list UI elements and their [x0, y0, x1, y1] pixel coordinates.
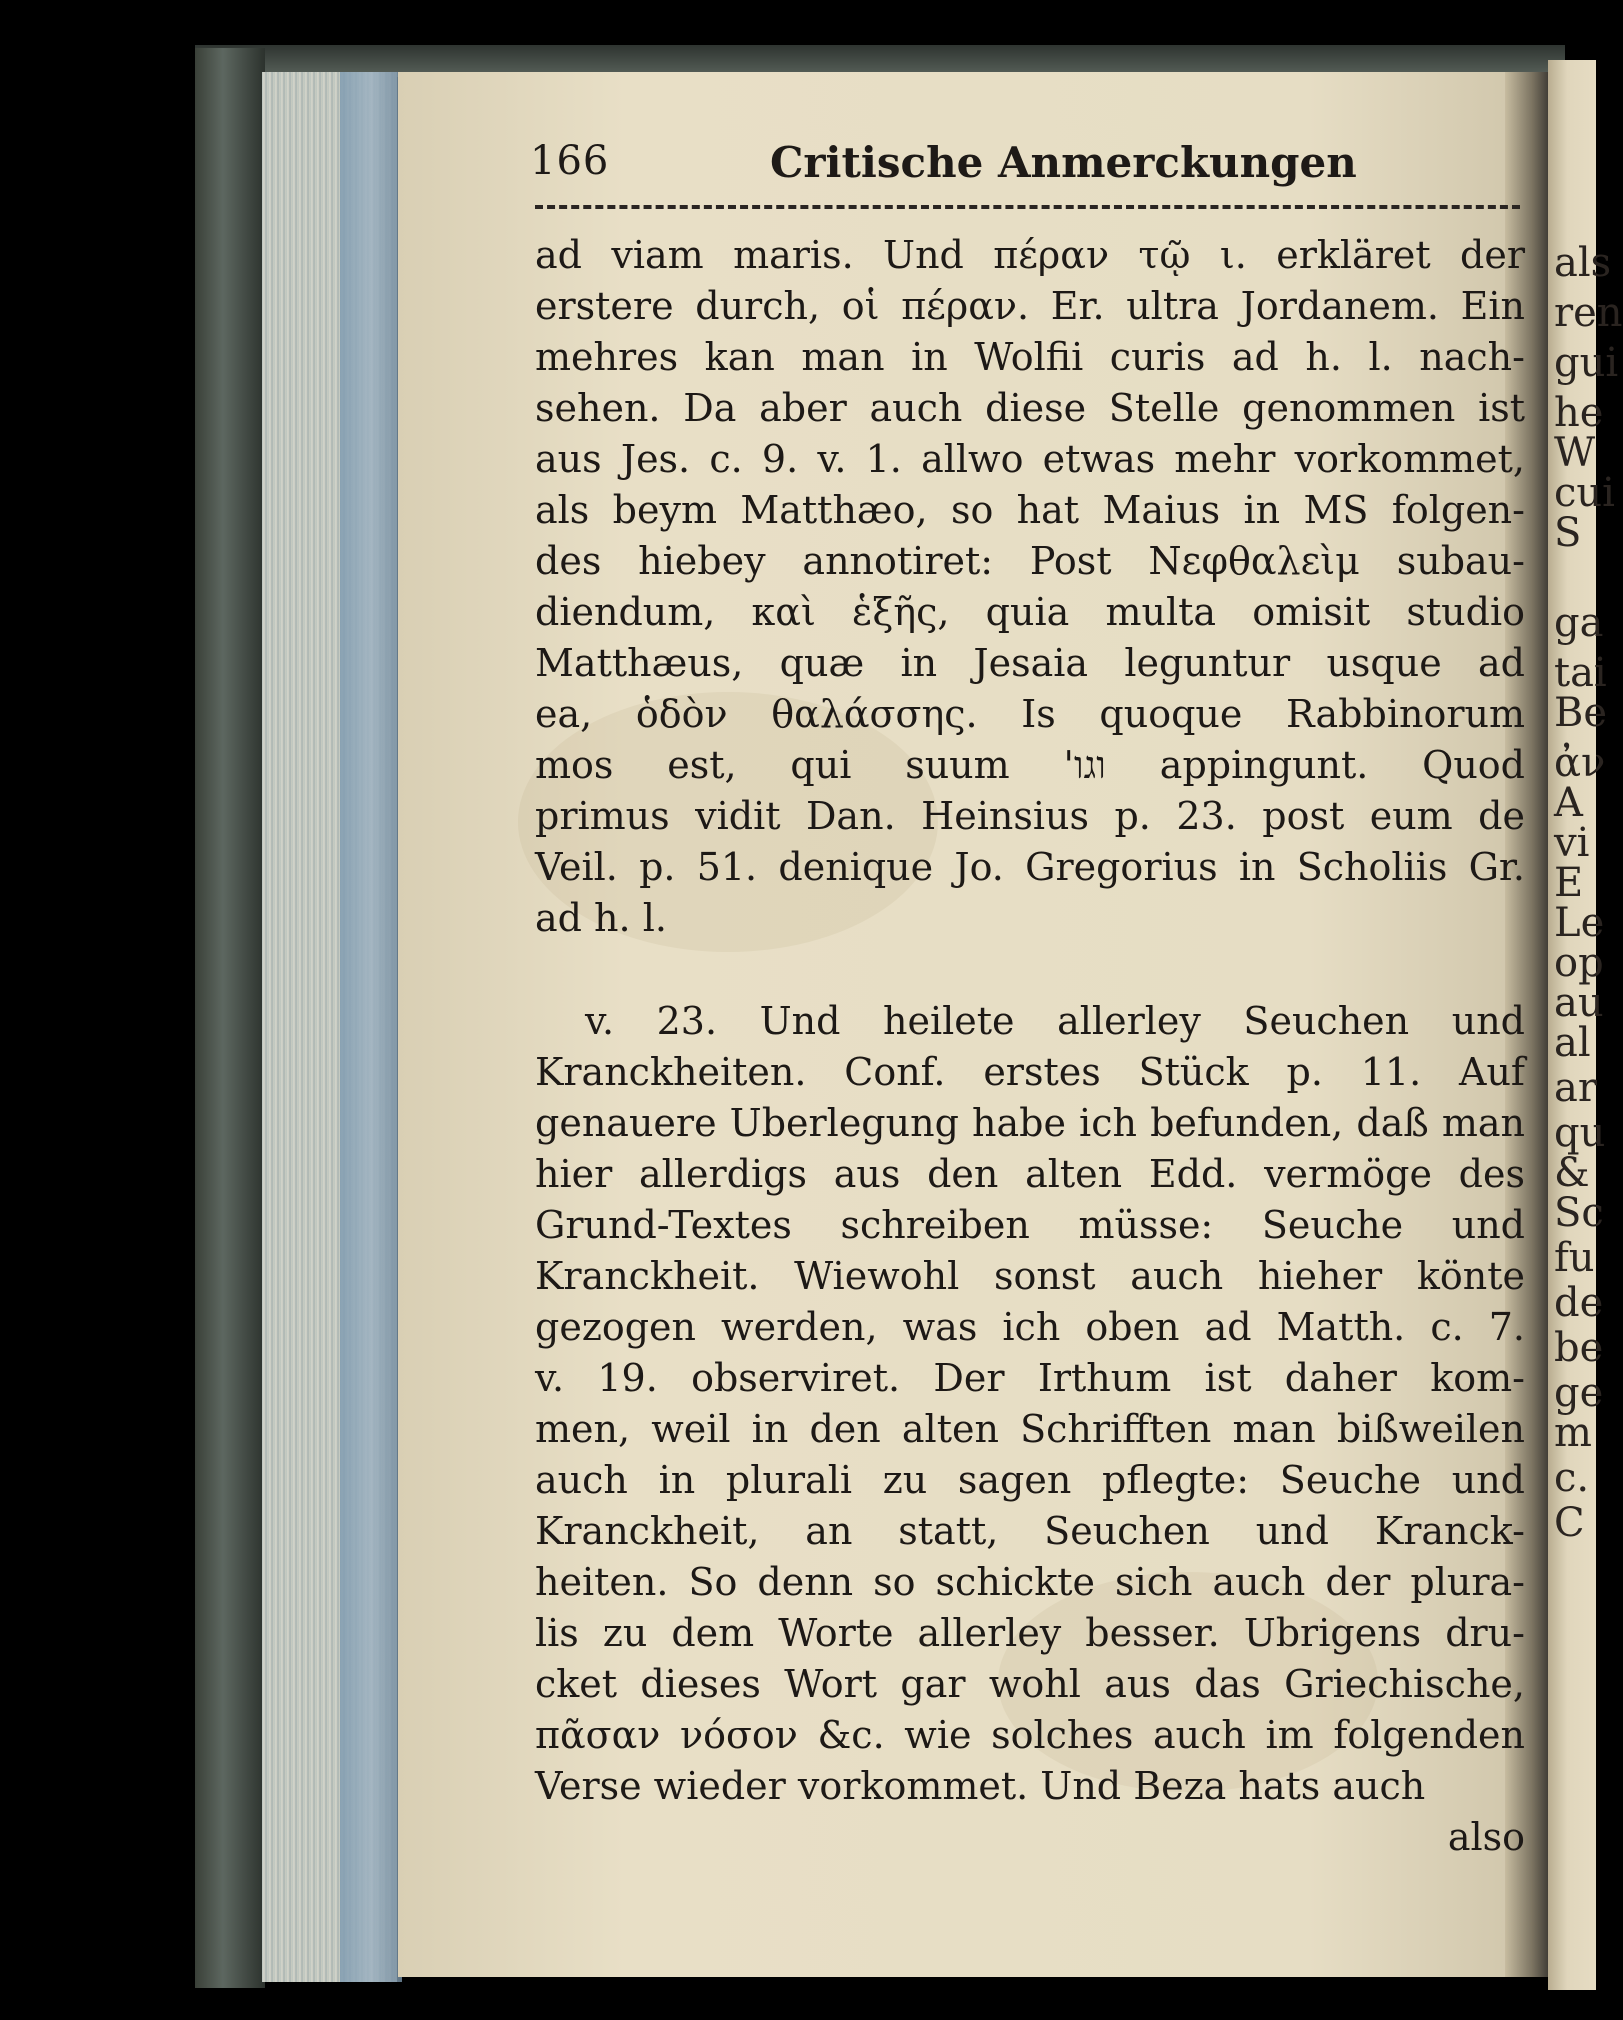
text-line: v. 19. observiret. Der Irthum ist daher kom- — [535, 1356, 1525, 1400]
text-line: heiten. So denn so schickte sich auch der plura- — [535, 1560, 1525, 1604]
right-page-text-fragment: Le — [1554, 900, 1605, 946]
right-page-text-fragment: E — [1554, 860, 1584, 906]
text-line: mos est, qui suum 'וגו appingunt. Quod — [535, 743, 1525, 787]
right-page-text-fragment: fu — [1554, 1235, 1595, 1281]
right-page-text-fragment: ga — [1554, 600, 1604, 646]
text-line: v. 23. Und heilete allerley Seuchen und — [585, 999, 1525, 1043]
right-page-text-fragment: al — [1554, 1020, 1591, 1066]
right-page-text-fragment: be — [1554, 1325, 1604, 1371]
text-line: primus vidit Dan. Heinsius p. 23. post eum de — [535, 794, 1525, 838]
text-line: aus Jes. c. 9. v. 1. allwo etwas mehr vorkommet, — [535, 437, 1525, 481]
text-line: ad h. l. — [535, 896, 667, 940]
paragraph-1 — [535, 230, 1525, 944]
page-body — [535, 230, 1525, 1863]
right-page-text-fragment: op — [1554, 940, 1604, 986]
text-line: Kranckheit. Wiewohl sonst auch hieher könte — [535, 1254, 1525, 1298]
right-page-text-fragment: qu — [1554, 1110, 1606, 1156]
text-line: ad viam maris. Und πέραν τῷ ι. erkläret der — [535, 233, 1525, 277]
text-line: sehen. Da aber auch diese Stelle genommen ist — [535, 386, 1525, 430]
right-page-text-fragment: gui — [1554, 340, 1619, 386]
catchword: also — [1447, 1815, 1525, 1859]
text-line: des hiebey annotiret: Post Νεφθαλεὶμ subau- — [535, 539, 1525, 583]
right-page-text-fragment: C — [1554, 1500, 1585, 1546]
right-page-fragment — [1548, 60, 1623, 1990]
right-page-text-fragment: Sc — [1554, 1190, 1604, 1236]
text-line: Matthæus, quæ in Jesaia leguntur usque ad — [535, 641, 1525, 685]
right-page-text-fragment: vi — [1554, 820, 1590, 866]
right-page-text-fragment: als — [1554, 240, 1612, 286]
paragraph-gap — [535, 944, 1525, 996]
text-line: men, weil in den alten Schrifften man bißweilen — [535, 1407, 1525, 1451]
text-line: lis zu dem Worte allerley besser. Ubrigens dru- — [535, 1611, 1525, 1655]
right-page-text-fragment: ren — [1554, 290, 1623, 336]
right-page-text-fragment: tai — [1554, 650, 1607, 696]
page-stack-tint — [340, 72, 402, 1982]
right-page-text-fragment: he — [1554, 390, 1604, 436]
right-page-text-fragment: de — [1554, 1280, 1604, 1326]
text-line: Kranckheit, an statt, Seuchen und Kranck- — [535, 1509, 1525, 1553]
text-line: ea, ὁδὸν θαλάσσης. Is quoque Rabbinorum — [535, 692, 1525, 736]
text-line: mehres kan man in Wolfii curis ad h. l. nach- — [535, 335, 1525, 379]
running-head — [530, 138, 1530, 194]
text-line: genauere Uberlegung habe ich befunden, daß man — [535, 1101, 1525, 1145]
right-page-text-fragment: Be — [1554, 690, 1608, 736]
running-title: Critische Anmerckungen — [770, 138, 1357, 187]
right-page-text-fragment: ar — [1554, 1065, 1597, 1111]
right-page-text-fragment: au — [1554, 980, 1604, 1026]
text-line: Veil. p. 51. denique Jo. Gregorius in Scholiis Gr. — [535, 845, 1525, 889]
paragraph-2 — [535, 996, 1525, 1812]
header-rule — [535, 205, 1520, 209]
text-line: cket dieses Wort gar wohl aus das Griechische, — [535, 1662, 1525, 1706]
page-number: 166 — [530, 138, 610, 184]
text-line: πᾶσαν νόσον &c. wie solches auch im folgenden — [535, 1713, 1525, 1757]
text-line: als beym Matthæo, so hat Maius in MS folgen- — [535, 488, 1525, 532]
right-page-text-fragment: A — [1554, 780, 1583, 826]
text-line: diendum, καὶ ἑξῆς, quia multa omisit studio — [535, 590, 1525, 634]
right-page-text-fragment: c. — [1554, 1455, 1590, 1501]
text-line: hier allerdigs aus den alten Edd. vermöge des — [535, 1152, 1525, 1196]
right-page-text-fragment: W — [1554, 430, 1596, 476]
right-page-text-fragment: ge — [1554, 1370, 1604, 1416]
text-line: auch in plurali zu sagen pflegte: Seuche und — [535, 1458, 1525, 1502]
book-cover-edge — [195, 48, 265, 1988]
right-page-text-fragment: m — [1554, 1410, 1592, 1456]
right-page-text-fragment: & — [1554, 1150, 1590, 1196]
text-line: Grund-Textes schreiben müsse: Seuche und — [535, 1203, 1525, 1247]
text-line: Verse wieder vorkommet. Und Beza hats auch — [535, 1764, 1426, 1808]
right-page-text-fragment: cui — [1554, 470, 1615, 516]
right-page-text-fragment: S — [1554, 510, 1582, 556]
right-page-text-fragment: ἀν — [1554, 740, 1606, 786]
text-line: Kranckheiten. Conf. erstes Stück p. 11. Auf — [535, 1050, 1525, 1094]
text-line: gezogen werden, was ich oben ad Matth. c. 7. — [535, 1305, 1525, 1349]
text-line: erstere durch, οἱ πέραν. Er. ultra Jordanem. Ein — [535, 284, 1525, 328]
